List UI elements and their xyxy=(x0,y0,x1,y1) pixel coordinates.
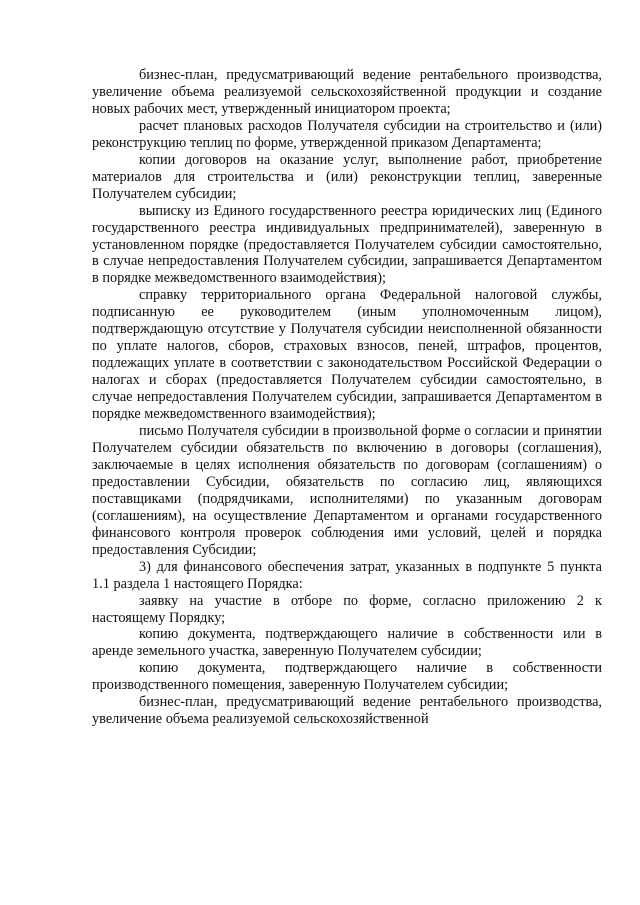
paragraph-registry-extract: выписку из Единого государственного реестра юридических лиц (Единого государственного реестра индивидуальных предпринимателей), заверенную в установленном порядке (предоставляется Получателем субсидии самостоятельно, в случае непредоставления Получателем субсидии, запрашивается Департаментом в порядке межведомственного взаимодействия); xyxy=(92,202,602,287)
paragraph-premises-document: копию документа, подтверждающего наличие в собственности производственного помещения, заверенную Получателем субсидии; xyxy=(92,660,602,694)
paragraph-application: заявку на участие в отборе по форме, согласно приложению 2 к настоящему Порядку; xyxy=(92,592,602,626)
paragraph-land-document: копию документа, подтверждающего наличие в собственности или в аренде земельного участка, заверенную Получателем субсидии; xyxy=(92,626,602,660)
paragraph-business-plan: бизнес-план, предусматривающий ведение рентабельного производства, увеличение объема реализуемой сельскохозяйственной продукции и создание новых рабочих мест, утвержденный инициатором проекта; xyxy=(92,67,602,117)
paragraph-business-plan-continued: бизнес-план, предусматривающий ведение рентабельного производства, увеличение объема реализуемой сельскохозяйственной xyxy=(92,694,602,728)
paragraph-item-3-heading: 3) для финансового обеспечения затрат, указанных в подпункте 5 пункта 1.1 раздела 1 настоящего Порядка: xyxy=(92,558,602,592)
paragraph-tax-certificate: справку территориального органа Федеральной налоговой службы, подписанную ее руководителем (иным уполномоченным лицом), подтверждающую отсутствие у Получателя субсидии неисполненной обязанности по уплате налогов, сборов, страховых взносов, пеней, штрафов, процентов, подлежащих уплате в соответствии с законодательством Российской Федерации о налогах и сборах (предоставляется Получателем субсидии самостоятельно, в случае непредоставления Получателем субсидии, запрашивается Департаментом в порядке межведомственного взаимодействия); xyxy=(92,287,602,423)
document-body xyxy=(92,67,602,728)
paragraph-contract-copies: копии договоров на оказание услуг, выполнение работ, приобретение материалов для строительства и (или) реконструкции теплиц, заверенные Получателем субсидии; xyxy=(92,151,602,202)
paragraph-cost-calculation: расчет плановых расходов Получателя субсидии на строительство и (или) реконструкцию теплиц по форме, утвержденной приказом Департамента; xyxy=(92,117,602,151)
paragraph-consent-letter: письмо Получателя субсидии в произвольной форме о согласии и принятии Получателем субсидии обязательств по включению в договоры (соглашения), заключаемые в целях исполнения обязательств по договорам (соглашениям) о предоставлении Субсидии, обязательств по согласию лиц, являющихся поставщиками (подрядчиками, исполнителями) по указанным договорам (соглашениям), на осуществление Департаментом и органами государственного финансового контроля проверок соблюдения ими условий, целей и порядка предоставления Субсидии; xyxy=(92,423,602,558)
